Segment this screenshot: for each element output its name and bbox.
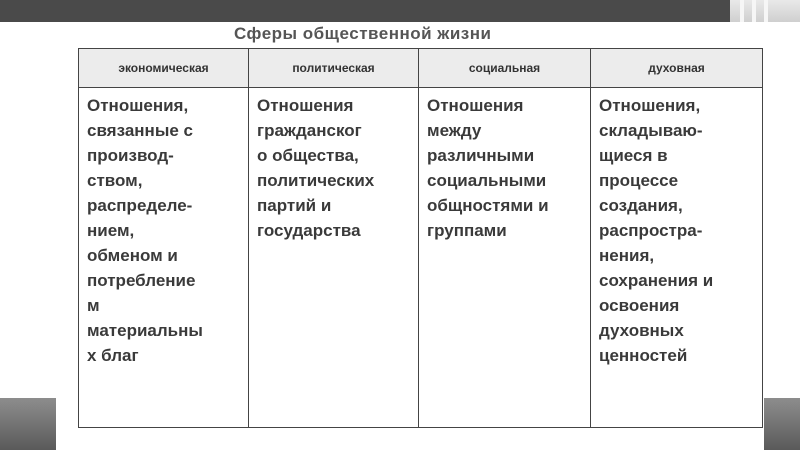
cell-political: [249, 88, 419, 428]
cell-social: [419, 88, 591, 428]
cell-spiritual: [591, 88, 763, 428]
header-social: социальная: [419, 49, 591, 88]
slide: [56, 22, 764, 450]
slide-title: Сферы общественной жизни: [234, 24, 492, 43]
top-accent-decoration: [730, 0, 800, 22]
cell-political-text: Отношения гражданског о общества, политических партий и государства: [257, 96, 375, 240]
right-decoration-strip: [764, 398, 800, 450]
spheres-table: [78, 48, 763, 428]
cell-social-text: Отношения между различными социальными общностями и группами: [427, 96, 549, 240]
cell-economic-text: Отношения, связанные с производ- ством, распределе- нием, обменом и потребление м материальны х благ: [87, 96, 203, 365]
header-spiritual: духовная: [591, 49, 763, 88]
cell-economic: [79, 88, 249, 428]
left-decoration-strip: [0, 398, 56, 450]
table-row: [79, 88, 763, 428]
table-header-row: [79, 49, 763, 88]
top-band: [0, 0, 800, 22]
header-economic: экономическая: [79, 49, 249, 88]
cell-spiritual-text: Отношения, складываю- щиеся в процессе создания, распростра- нения, сохранения и освоения духовных ценностей: [599, 96, 714, 365]
header-political: политическая: [249, 49, 419, 88]
